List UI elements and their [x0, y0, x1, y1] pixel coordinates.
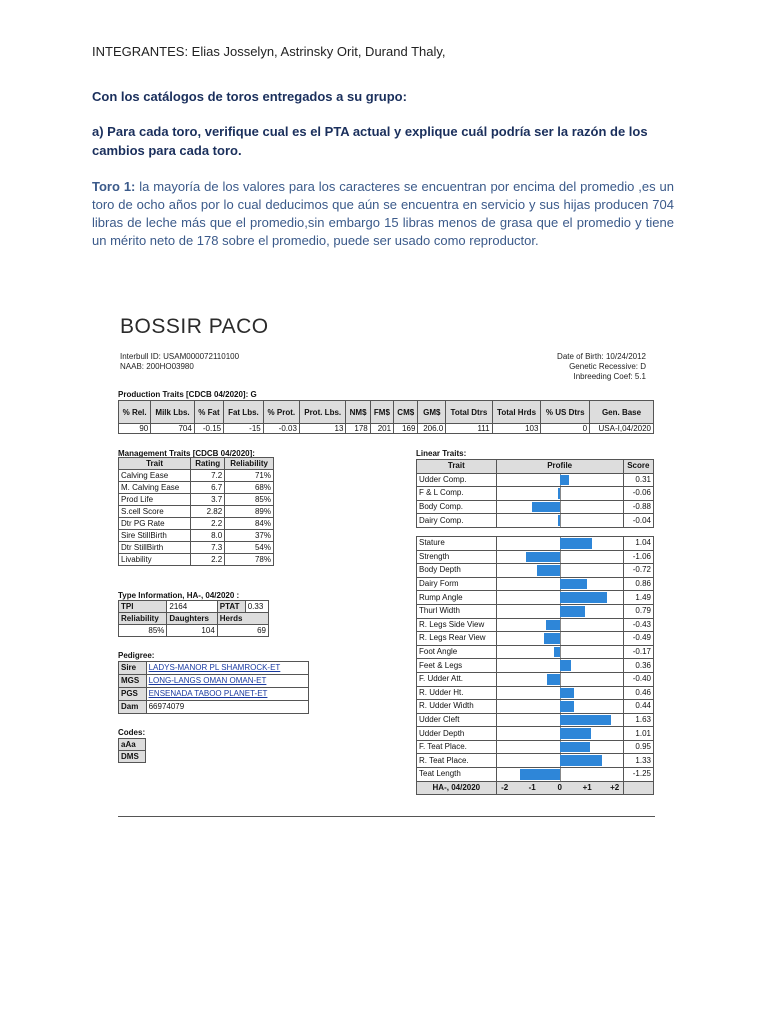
management-trait: Dtr StillBirth — [119, 542, 191, 554]
linear-traits-table — [416, 459, 654, 795]
linear-profile — [496, 768, 623, 782]
management-header-cell: Trait — [119, 458, 191, 470]
linear-profile — [496, 591, 623, 605]
linear-score: 0.44 — [623, 700, 653, 714]
profile-tick-label: +2 — [610, 782, 620, 792]
management-rating: 7.2 — [191, 470, 225, 482]
linear-trait: Body Depth — [417, 564, 497, 578]
linear-row — [417, 659, 654, 673]
management-row — [119, 518, 274, 530]
linear-trait: R. Udder Ht. — [417, 686, 497, 700]
code-row — [119, 751, 146, 763]
linear-row — [417, 487, 654, 501]
linear-trait: F & L Comp. — [417, 487, 497, 501]
linear-trait: R. Legs Side View — [417, 618, 497, 632]
linear-gap — [417, 527, 654, 536]
tpi-value: 2164 — [167, 601, 217, 613]
linear-header-row — [417, 460, 654, 474]
production-table — [118, 400, 654, 434]
authors-line: INTEGRANTES: Elias Josselyn, Astrinsky Orit, Durand Thaly, — [92, 44, 446, 59]
linear-trait: Strength — [417, 550, 497, 564]
profile-bar — [560, 606, 585, 617]
linear-trait: Dairy Comp. — [417, 514, 497, 528]
management-title: Management Traits [CDCB 04/2020]: — [118, 449, 255, 458]
genetic-recessive: Genetic Recessive: D — [569, 362, 646, 371]
reliability-value: 85% — [119, 625, 167, 637]
bull-name: BOSSIR PACO — [120, 315, 269, 338]
management-rating: 2.2 — [191, 518, 225, 530]
production-value-cell: 206.0 — [418, 424, 446, 434]
bull-birth-info — [557, 352, 646, 382]
management-row — [119, 506, 274, 518]
linear-score: -0.06 — [623, 487, 653, 501]
management-header-row — [119, 458, 274, 470]
management-reliability: 68% — [225, 482, 274, 494]
linear-trait: R. Legs Rear View — [417, 632, 497, 646]
date-of-birth: Date of Birth: 10/24/2012 — [557, 352, 646, 361]
linear-row — [417, 550, 654, 564]
production-header-cell: FM$ — [370, 401, 393, 424]
production-value-cell: 103 — [492, 424, 541, 434]
production-header-cell: % Prot. — [263, 401, 299, 424]
linear-profile — [496, 500, 623, 514]
linear-profile — [496, 577, 623, 591]
profile-bar — [560, 688, 574, 699]
production-header-cell: Gen. Base — [590, 401, 654, 424]
profile-bar — [526, 552, 559, 563]
profile-axis — [560, 551, 561, 564]
toro-text: la mayoría de los valores para los caracteres se encuentran por encima del promedio ,es un toro de ocho años por lo cual deducimos que aún se encuentra en servicio y sus hijas producen 704 libras de leche más que el promedio,sin embargo 15 libras menos de grasa que el promedio y tiene un mérito neto de 178 sobre el promedio, puede ser usado como reproductor. — [92, 179, 674, 248]
intro-heading: Con los catálogos de toros entregados a su grupo: — [92, 89, 407, 104]
production-value-cell: 201 — [370, 424, 393, 434]
profile-bar — [560, 728, 592, 739]
profile-axis — [560, 487, 561, 500]
management-rating: 6.7 — [191, 482, 225, 494]
management-row — [119, 482, 274, 494]
production-header-cell: % Fat — [194, 401, 223, 424]
management-header-cell: Reliability — [225, 458, 274, 470]
linear-score: 1.63 — [623, 713, 653, 727]
linear-row — [417, 591, 654, 605]
profile-axis — [560, 619, 561, 632]
linear-profile — [496, 713, 623, 727]
linear-profile — [496, 473, 623, 487]
linear-row — [417, 514, 654, 528]
linear-score: 1.33 — [623, 754, 653, 768]
linear-row — [417, 618, 654, 632]
profile-bar — [547, 674, 560, 685]
profile-axis — [560, 673, 561, 686]
pedigree-title: Pedigree: — [118, 651, 155, 660]
daughters-value: 104 — [167, 625, 217, 637]
linear-trait: Udder Comp. — [417, 473, 497, 487]
code-cell: aAa — [119, 739, 146, 751]
profile-bar — [560, 579, 587, 590]
profile-bar — [560, 475, 570, 486]
production-value-cell: 90 — [119, 424, 151, 434]
profile-tick-label: 0 — [557, 782, 562, 792]
inbreeding-coef: Inbreeding Coef: 5.1 — [573, 372, 646, 381]
linear-profile — [496, 550, 623, 564]
linear-row — [417, 672, 654, 686]
linear-row — [417, 536, 654, 550]
type-info-table — [118, 600, 269, 637]
linear-header-cell: Profile — [496, 460, 623, 474]
linear-trait: Thurl Width — [417, 604, 497, 618]
pedigree-row — [119, 675, 309, 688]
profile-bar — [560, 592, 607, 603]
production-value-cell: -0.15 — [194, 424, 223, 434]
linear-profile — [496, 754, 623, 768]
management-trait: Prod Life — [119, 494, 191, 506]
bull-ids — [120, 352, 239, 372]
management-rating: 2.82 — [191, 506, 225, 518]
linear-row — [417, 768, 654, 782]
profile-bar — [560, 755, 602, 766]
management-reliability: 54% — [225, 542, 274, 554]
ptat-label: PTAT — [217, 601, 245, 613]
linear-profile — [496, 604, 623, 618]
profile-bar — [558, 515, 559, 526]
production-header-row — [119, 401, 654, 424]
linear-score: 1.04 — [623, 536, 653, 550]
linear-header-cell: Score — [623, 460, 653, 474]
profile-tick-label: +1 — [582, 782, 592, 792]
linear-trait: Udder Cleft — [417, 713, 497, 727]
linear-trait: Dairy Form — [417, 577, 497, 591]
production-value-cell: 0 — [541, 424, 590, 434]
profile-bar — [554, 647, 559, 658]
linear-score: -0.43 — [623, 618, 653, 632]
toro-paragraph — [92, 178, 674, 250]
management-header-cell: Rating — [191, 458, 225, 470]
management-table — [118, 457, 274, 566]
profile-bar — [560, 660, 571, 671]
linear-profile — [496, 700, 623, 714]
linear-score: 0.95 — [623, 740, 653, 754]
bull-catalog-card — [118, 310, 658, 830]
linear-footer-row — [417, 781, 654, 795]
linear-profile — [496, 536, 623, 550]
production-header-cell: GM$ — [418, 401, 446, 424]
pedigree-row — [119, 701, 309, 714]
pedigree-link[interactable]: LADYS-MANOR PL SHAMROCK-ET — [148, 663, 281, 672]
linear-row — [417, 713, 654, 727]
code-row — [119, 739, 146, 751]
linear-profile — [496, 686, 623, 700]
linear-footer-blank — [623, 781, 653, 795]
codes-title: Codes: — [118, 728, 146, 737]
linear-trait: Feet & Legs — [417, 659, 497, 673]
tpi-label: TPI — [119, 601, 167, 613]
production-header-cell: % Rel. — [119, 401, 151, 424]
linear-row — [417, 686, 654, 700]
linear-score: 0.79 — [623, 604, 653, 618]
pedigree-value — [146, 675, 308, 688]
linear-trait: Udder Depth — [417, 727, 497, 741]
linear-trait: Body Comp. — [417, 500, 497, 514]
question-heading: a) Para cada toro, verifique cual es el PTA actual y explique cuál podría ser la razón de los cambios para cada toro. — [92, 124, 648, 158]
linear-profile — [496, 618, 623, 632]
linear-profile — [496, 740, 623, 754]
linear-row — [417, 500, 654, 514]
management-trait: M. Calving Ease — [119, 482, 191, 494]
pedigree-value: 66974079 — [146, 701, 308, 714]
interbull-id: Interbull ID: USAM000072110100 — [120, 352, 240, 361]
linear-row — [417, 604, 654, 618]
type-info-title: Type Information, HA-, 04/2020 : — [118, 591, 240, 600]
management-trait: Calving Ease — [119, 470, 191, 482]
profile-ticks — [497, 782, 623, 794]
production-header-cell: NM$ — [346, 401, 370, 424]
linear-score: 0.86 — [623, 577, 653, 591]
production-value-row — [119, 424, 654, 434]
management-reliability: 84% — [225, 518, 274, 530]
linear-header-cell: Trait — [417, 460, 497, 474]
linear-gap-cell — [417, 527, 654, 536]
production-title: Production Traits [CDCB 04/2020]: G — [118, 390, 257, 399]
linear-score: -1.06 — [623, 550, 653, 564]
pedigree-row — [119, 662, 309, 675]
linear-trait: F. Teat Place. — [417, 740, 497, 754]
linear-score: -1.25 — [623, 768, 653, 782]
production-value-cell: 169 — [394, 424, 418, 434]
profile-tick-label: -2 — [501, 782, 509, 792]
profile-bar — [532, 502, 560, 513]
linear-profile — [496, 487, 623, 501]
linear-score: 1.01 — [623, 727, 653, 741]
linear-profile — [496, 727, 623, 741]
pedigree-row — [119, 688, 309, 701]
profile-bar — [560, 538, 593, 549]
linear-score: -0.72 — [623, 564, 653, 578]
ptat-value: 0.33 — [245, 601, 268, 613]
profile-axis — [560, 768, 561, 781]
pedigree-label: MGS — [119, 675, 147, 688]
profile-axis — [560, 646, 561, 659]
pedigree-value — [146, 662, 308, 675]
linear-trait: Rump Angle — [417, 591, 497, 605]
linear-score: -0.49 — [623, 632, 653, 646]
management-reliability: 37% — [225, 530, 274, 542]
production-value-cell: -0.03 — [263, 424, 299, 434]
production-value-cell: 704 — [151, 424, 195, 434]
linear-score: -0.40 — [623, 672, 653, 686]
profile-axis — [560, 564, 561, 577]
linear-score: 0.46 — [623, 686, 653, 700]
production-value-cell: 13 — [299, 424, 346, 434]
profile-bar — [546, 620, 560, 631]
linear-row — [417, 740, 654, 754]
codes-table — [118, 738, 146, 763]
management-row — [119, 542, 274, 554]
linear-score: 1.49 — [623, 591, 653, 605]
management-rating: 2.2 — [191, 554, 225, 566]
linear-row — [417, 632, 654, 646]
profile-bar — [558, 488, 560, 499]
linear-trait: Teat Length — [417, 768, 497, 782]
linear-profile — [496, 564, 623, 578]
reliability-header: Reliability — [119, 613, 167, 625]
linear-title: Linear Traits: — [416, 449, 467, 458]
linear-profile — [496, 659, 623, 673]
production-header-cell: Total Dtrs — [446, 401, 492, 424]
linear-row — [417, 727, 654, 741]
linear-trait: F. Udder Att. — [417, 672, 497, 686]
profile-axis — [560, 501, 561, 514]
pedigree-link[interactable]: ENSENADA TABOO PLANET-ET — [148, 689, 268, 698]
management-reliability: 85% — [225, 494, 274, 506]
linear-row — [417, 754, 654, 768]
linear-footer-label: HA-, 04/2020 — [417, 781, 497, 795]
management-reliability: 78% — [225, 554, 274, 566]
production-header-cell: Milk Lbs. — [151, 401, 195, 424]
divider — [118, 816, 655, 817]
profile-bar — [560, 742, 590, 753]
linear-row — [417, 645, 654, 659]
linear-row — [417, 700, 654, 714]
linear-profile — [496, 514, 623, 528]
profile-tick-label: -1 — [528, 782, 536, 792]
profile-bar — [560, 701, 574, 712]
production-header-cell: % US Dtrs — [541, 401, 590, 424]
management-row — [119, 554, 274, 566]
management-row — [119, 494, 274, 506]
profile-axis — [560, 514, 561, 527]
management-trait: S.cell Score — [119, 506, 191, 518]
production-value-cell: 178 — [346, 424, 370, 434]
profile-bar — [537, 565, 560, 576]
daughters-header: Daughters — [167, 613, 217, 625]
linear-row — [417, 564, 654, 578]
production-header-cell: CM$ — [394, 401, 418, 424]
profile-axis — [560, 632, 561, 645]
linear-score: -0.17 — [623, 645, 653, 659]
pedigree-label: Sire — [119, 662, 147, 675]
pedigree-label: Dam — [119, 701, 147, 714]
management-trait: Livability — [119, 554, 191, 566]
pedigree-link[interactable]: LONG-LANGS OMAN OMAN-ET — [148, 676, 267, 685]
management-rating: 7.3 — [191, 542, 225, 554]
linear-trait: R. Udder Width — [417, 700, 497, 714]
production-value-cell: USA-I,04/2020 — [590, 424, 654, 434]
herds-header: Herds — [217, 613, 268, 625]
linear-row — [417, 577, 654, 591]
pedigree-value — [146, 688, 308, 701]
toro-label: Toro 1: — [92, 179, 136, 194]
profile-bar — [544, 633, 559, 644]
production-header-cell: Prot. Lbs. — [299, 401, 346, 424]
herds-value: 69 — [217, 625, 268, 637]
management-row — [119, 530, 274, 542]
management-trait: Sire StillBirth — [119, 530, 191, 542]
linear-trait: Stature — [417, 536, 497, 550]
linear-ticks-cell — [496, 781, 623, 795]
linear-row — [417, 473, 654, 487]
linear-profile — [496, 672, 623, 686]
linear-profile — [496, 632, 623, 646]
profile-bar — [520, 769, 559, 780]
profile-bar — [560, 715, 611, 726]
management-reliability: 71% — [225, 470, 274, 482]
linear-score: 0.31 — [623, 473, 653, 487]
code-cell: DMS — [119, 751, 146, 763]
management-trait: Dtr PG Rate — [119, 518, 191, 530]
linear-score: -0.04 — [623, 514, 653, 528]
management-row — [119, 470, 274, 482]
pedigree-label: PGS — [119, 688, 147, 701]
linear-profile — [496, 645, 623, 659]
naab-code: NAAB: 200HO03980 — [120, 362, 194, 371]
production-value-cell: -15 — [224, 424, 264, 434]
management-rating: 3.7 — [191, 494, 225, 506]
linear-trait: R. Teat Place. — [417, 754, 497, 768]
linear-trait: Foot Angle — [417, 645, 497, 659]
management-rating: 8.0 — [191, 530, 225, 542]
management-reliability: 89% — [225, 506, 274, 518]
linear-score: -0.88 — [623, 500, 653, 514]
production-header-cell: Total Hrds — [492, 401, 541, 424]
pedigree-table — [118, 661, 309, 714]
production-value-cell: 111 — [446, 424, 492, 434]
linear-score: 0.36 — [623, 659, 653, 673]
production-header-cell: Fat Lbs. — [224, 401, 264, 424]
